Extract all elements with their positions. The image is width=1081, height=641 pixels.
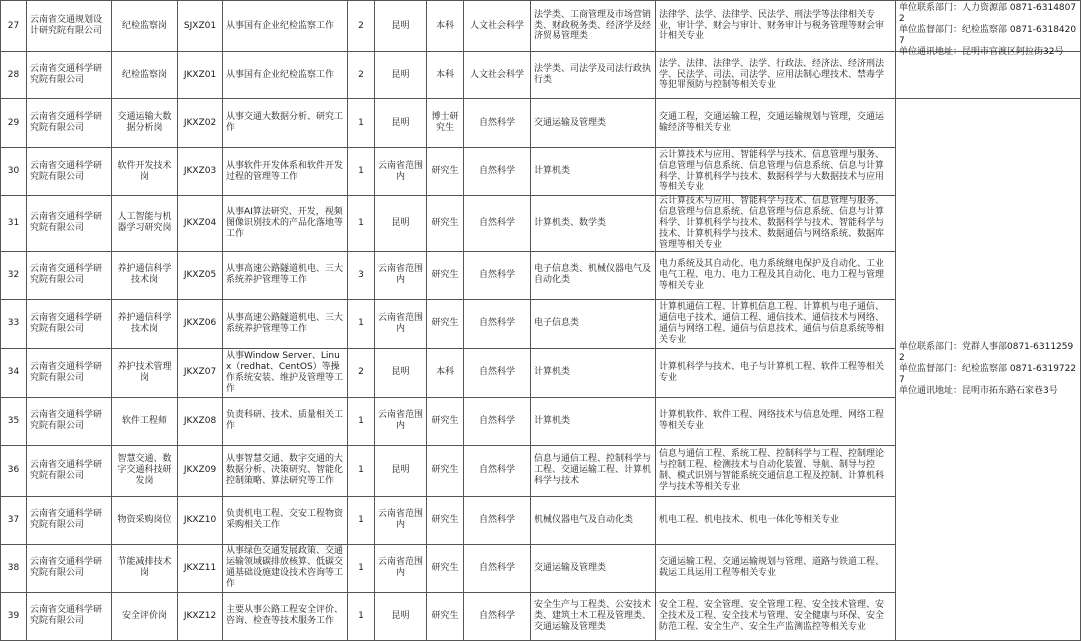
- work-place: 云南省范围内: [375, 397, 427, 445]
- unit-name: 云南省交通科学研究院有限公司: [27, 99, 112, 148]
- post-code: JKXZ12: [178, 592, 223, 640]
- education: 研究生: [427, 196, 464, 252]
- hire-count: 1: [348, 99, 375, 148]
- job-duty: 从事绿色交通发展政策、交通运输领域碳排放核算、低碳交通基础设施建设技术咨询等工作: [223, 544, 348, 592]
- contact-info-planning: [896, 1, 1081, 57]
- discipline-category: 人文社会科学: [464, 1, 531, 52]
- discipline-category: 自然科学: [464, 348, 531, 397]
- post-name: 安全评价岗: [112, 592, 178, 640]
- post-name: 物资采购岗位: [112, 496, 178, 544]
- discipline-category: 自然科学: [464, 196, 531, 252]
- major-group: 计算机类: [531, 148, 656, 196]
- major-group: 计算机类: [531, 348, 656, 397]
- education: 研究生: [427, 544, 464, 592]
- unit-name: 云南省交通科学研究院有限公司: [27, 148, 112, 196]
- work-place: 云南省范围内: [375, 496, 427, 544]
- post-name: 养护技术管理岗: [112, 348, 178, 397]
- job-duty: 从事交通大数据分析、研究工作: [223, 99, 348, 148]
- table-row: [1, 1, 1081, 52]
- education: 本科: [427, 348, 464, 397]
- post-code: JKXZ03: [178, 148, 223, 196]
- major-group: 计算机类: [531, 397, 656, 445]
- education: 博士研究生: [427, 99, 464, 148]
- row-number: 31: [1, 196, 27, 252]
- post-name: 人工智能与机器学习研究岗: [112, 196, 178, 252]
- job-duty: 负责科研、技术、质量相关工作: [223, 397, 348, 445]
- job-duty: 主要从事公路工程安全评价、咨询、检查等技术服务工作: [223, 592, 348, 640]
- mailing-address: 单位通讯地址：昆明市拓东路石家巷3号: [899, 385, 1058, 396]
- hire-count: 1: [348, 196, 375, 252]
- education: 研究生: [427, 496, 464, 544]
- major-group: 安全生产与工程类、公安技术类、建筑土木工程及管理类、交通运输及管理类: [531, 592, 656, 640]
- post-code: JKXZ06: [178, 299, 223, 348]
- major-detail: 机电工程、机电技术、机电一体化等相关专业: [656, 496, 896, 544]
- supervision-dept: 单位监督部门：纪检监察部 0871-63184207: [899, 24, 1077, 46]
- contact-dept: 单位联系部门：党群人事部0871-63112592: [899, 342, 1074, 363]
- work-place: 昆明: [375, 99, 427, 148]
- hire-count: 1: [348, 496, 375, 544]
- row-number: 38: [1, 544, 27, 592]
- post-code: JKXZ10: [178, 496, 223, 544]
- post-code: JKXZ11: [178, 544, 223, 592]
- discipline-category: 人文社会科学: [464, 52, 531, 99]
- major-group: 机械仪器电气及自动化类: [531, 496, 656, 544]
- education: 研究生: [427, 148, 464, 196]
- row-number: 29: [1, 99, 27, 148]
- education: 研究生: [427, 299, 464, 348]
- major-detail: 交通运输工程、交通运输规划与管理、道路与铁道工程、载运工具运用工程等相关专业: [656, 544, 896, 592]
- unit-name: 云南省交通科学研究院有限公司: [27, 196, 112, 252]
- row-number: 27: [1, 1, 27, 52]
- job-duty: 从事高速公路隧道机电、三大系统养护管理等工作: [223, 299, 348, 348]
- unit-name: 云南省交通科学研究院有限公司: [27, 299, 112, 348]
- work-place: 昆明: [375, 196, 427, 252]
- major-group: 法学类、司法学及司法行政执行类: [531, 52, 656, 99]
- contact-dept: 单位联系部门：人力资源部 0871-63148072: [899, 3, 1077, 24]
- unit-name: 云南省交通科学研究院有限公司: [27, 445, 112, 496]
- work-place: 昆明: [375, 445, 427, 496]
- major-group: 电子信息类、机械仪器电气及自动化类: [531, 251, 656, 299]
- education: 研究生: [427, 397, 464, 445]
- education: 本科: [427, 52, 464, 99]
- post-name: 软件开发技术岗: [112, 148, 178, 196]
- job-duty: 从事软件开发体系和软件开发过程的管理等工作: [223, 148, 348, 196]
- unit-name: 云南省交通科学研究院有限公司: [27, 544, 112, 592]
- discipline-category: 自然科学: [464, 544, 531, 592]
- job-duty: 从事国有企业纪检监察工作: [223, 1, 348, 52]
- contact-info-research: [896, 99, 1081, 641]
- post-code: JKXZ02: [178, 99, 223, 148]
- hire-count: 1: [348, 148, 375, 196]
- discipline-category: 自然科学: [464, 148, 531, 196]
- contact-block: [899, 3, 1077, 57]
- discipline-category: 自然科学: [464, 445, 531, 496]
- discipline-category: 自然科学: [464, 592, 531, 640]
- post-name: 养护通信科学技术岗: [112, 299, 178, 348]
- post-code: JKXZ07: [178, 348, 223, 397]
- post-name: 交通运输大数据分析岗: [112, 99, 178, 148]
- mailing-address: 单位通讯地址：昆明市官渡区阿拉街32号: [899, 46, 1064, 57]
- major-detail: 云计算技术与应用、智能科学与技术、信息管理与服务、信息管理与信息系统、信息管理与信息系统、信息与计算科学、计算机科学与技术、数据科学与技术、智能科学与技术、计算机科学与技术、数据通信与网络系统、数据库管理等相关专业: [656, 196, 896, 252]
- discipline-category: 自然科学: [464, 251, 531, 299]
- row-number: 30: [1, 148, 27, 196]
- major-group: 法学类、工商管理及市场营销类、财政税务类、经济学及经济贸易管理类: [531, 1, 656, 52]
- row-number: 37: [1, 496, 27, 544]
- hire-count: 1: [348, 592, 375, 640]
- row-number: 35: [1, 397, 27, 445]
- hire-count: 2: [348, 52, 375, 99]
- education: 研究生: [427, 445, 464, 496]
- job-duty: 负责机电工程、交安工程物资采购相关工作: [223, 496, 348, 544]
- major-detail: 信息与通信工程、系统工程、控制科学与工程、控制理论与控制工程、检测技术与自动化装置、导航、制导与控制、模式识别与智能系统交通信息工程及控制、计算机科学与技术等相关专业: [656, 445, 896, 496]
- table-body: [1, 1, 1081, 641]
- work-place: 昆明: [375, 52, 427, 99]
- education: 研究生: [427, 592, 464, 640]
- contact-block: [899, 99, 1077, 640]
- post-code: SJXZ01: [178, 1, 223, 52]
- post-name: 节能减排技术岗: [112, 544, 178, 592]
- unit-name: 云南省交通科学研究院有限公司: [27, 397, 112, 445]
- major-detail: 安全工程、安全管理、安全管理工程、安全技术管理、安全技术及工程、安全技术与管理、安全健康与环保、安全防范工程、安全生产、安全生产监测监控等相关专业: [656, 592, 896, 640]
- post-code: JKXZ01: [178, 52, 223, 99]
- post-code: JKXZ05: [178, 251, 223, 299]
- major-detail: 计算机科学与技术、电子与计算机工程、软件工程等相关专业: [656, 348, 896, 397]
- hire-count: 1: [348, 544, 375, 592]
- row-number: 34: [1, 348, 27, 397]
- table-row: [1, 52, 1081, 99]
- hire-count: 2: [348, 348, 375, 397]
- major-detail: 云计算技术与应用、智能科学与技术、信息管理与服务、信息管理与信息系统、信息管理与信息系统、信息与计算科学、计算机科学与技术、数据科学与大数据技术与应用等相关专业: [656, 148, 896, 196]
- row-number: 39: [1, 592, 27, 640]
- unit-name: 云南省交通科学研究院有限公司: [27, 52, 112, 99]
- table-row: [1, 99, 1081, 148]
- job-duty: 从事国有企业纪检监察工作: [223, 52, 348, 99]
- job-duty: 从事智慧交通、数字交通的大数据分析、决策研究、智能化控制策略、算法研究等工作: [223, 445, 348, 496]
- major-group: 交通运输及管理类: [531, 99, 656, 148]
- hire-count: 3: [348, 251, 375, 299]
- hire-count: 1: [348, 445, 375, 496]
- discipline-category: 自然科学: [464, 99, 531, 148]
- job-duty: 从事高速公路隧道机电、三大系统养护管理等工作: [223, 251, 348, 299]
- unit-name: 云南省交通科学研究院有限公司: [27, 592, 112, 640]
- post-code: JKXZ08: [178, 397, 223, 445]
- work-place: 昆明: [375, 592, 427, 640]
- job-duty: 从事AI算法研究、开发，视频图像识别技术的产品化落地等工作: [223, 196, 348, 252]
- major-detail: 法律学、法学、法律学、民法学、刑法学等法律相关专业，审计学、财会与审计、财务审计与税务管理等财会审计相关专业: [656, 1, 896, 52]
- row-number: 33: [1, 299, 27, 348]
- major-detail: 交通工程，交通运输工程，交通运输规划与管理，交通运输经济等相关专业: [656, 99, 896, 148]
- work-place: 云南省范围内: [375, 544, 427, 592]
- post-name: 纪检监察岗: [112, 52, 178, 99]
- major-group: 交通运输及管理类: [531, 544, 656, 592]
- hire-count: 2: [348, 1, 375, 52]
- education: 本科: [427, 1, 464, 52]
- major-detail: 电力系统及其自动化、电力系统继电保护及自动化、工业电气工程、电力、电力工程及其自动化、电力工程与管理等相关专业: [656, 251, 896, 299]
- discipline-category: 自然科学: [464, 496, 531, 544]
- discipline-category: 自然科学: [464, 397, 531, 445]
- post-name: 纪检监察岗: [112, 1, 178, 52]
- post-code: JKXZ09: [178, 445, 223, 496]
- unit-name: 云南省交通科学研究院有限公司: [27, 251, 112, 299]
- unit-name: 云南省交通科学研究院有限公司: [27, 496, 112, 544]
- hire-count: 1: [348, 397, 375, 445]
- work-place: 云南省范围内: [375, 299, 427, 348]
- row-number: 32: [1, 251, 27, 299]
- job-duty: 从事Window Server、Linux（redhat、CentOS）等操作系统安装、维护及管理等工作: [223, 348, 348, 397]
- work-place: 昆明: [375, 1, 427, 52]
- post-name: 软件工程师: [112, 397, 178, 445]
- post-name: 智慧交通、数字交通科技研发岗: [112, 445, 178, 496]
- supervision-dept: 单位监督部门：纪检监察部 0871-63197227: [899, 363, 1077, 385]
- education: 研究生: [427, 251, 464, 299]
- row-number: 28: [1, 52, 27, 99]
- work-place: 云南省范围内: [375, 251, 427, 299]
- hire-count: 1: [348, 299, 375, 348]
- major-detail: 法学、法律、法律学、法学、行政法、经济法、经济刑法学、民法学、司法、司法学、应用法制心理技术、禁毒学等犯罪预防与控制等相关专业: [656, 52, 896, 99]
- contact-empty: [896, 52, 1081, 99]
- row-number: 36: [1, 445, 27, 496]
- work-place: 昆明: [375, 348, 427, 397]
- major-group: 电子信息类: [531, 299, 656, 348]
- work-place: 云南省范围内: [375, 148, 427, 196]
- discipline-category: 自然科学: [464, 299, 531, 348]
- major-group: 信息与通信工程、控制科学与工程、交通运输工程、计算机科学与技术: [531, 445, 656, 496]
- post-code: JKXZ04: [178, 196, 223, 252]
- post-name: 养护通信科学技术岗: [112, 251, 178, 299]
- major-detail: 计算机软件、软件工程、网络技术与信息处理、网络工程等相关专业: [656, 397, 896, 445]
- unit-name: 云南省交通规划设计研究院有限公司: [27, 1, 112, 52]
- unit-name: 云南省交通科学研究院有限公司: [27, 348, 112, 397]
- major-detail: 计算机通信工程、计算机信息工程、计算机与电子通信、通信电子技术、通信工程、通信技术、通信技术与网络、通信与网络工程、通信与信息技术、通信与信息系统等相关专业: [656, 299, 896, 348]
- major-group: 计算机类、数学类: [531, 196, 656, 252]
